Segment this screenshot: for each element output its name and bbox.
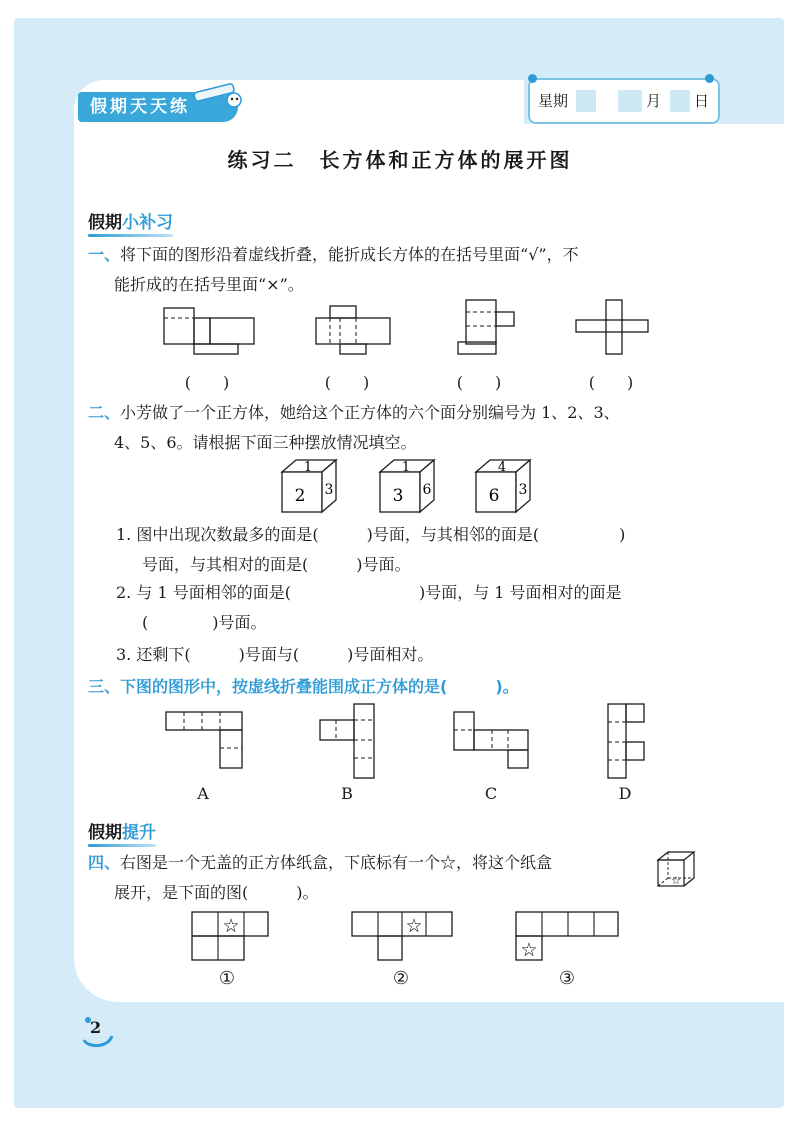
- option-label[interactable]: ③: [558, 968, 576, 989]
- header-tag: 假期天天练: [78, 92, 238, 122]
- pin-icon: [528, 74, 537, 83]
- cube-2: [376, 458, 442, 516]
- option-label[interactable]: ②: [392, 968, 410, 989]
- page-number: 2: [90, 1018, 102, 1037]
- answer-blank[interactable]: ( ): [184, 373, 230, 392]
- option-d-net: [604, 700, 648, 780]
- q2-sub-1b: 号面，与其相对的面是( )号面。: [142, 555, 411, 574]
- answer-blank[interactable]: ( ): [324, 373, 370, 392]
- star-icon: ☆: [405, 915, 423, 937]
- answer-blank[interactable]: ( ): [588, 373, 634, 392]
- option-a-net: [162, 708, 246, 772]
- option-label[interactable]: D: [618, 784, 632, 803]
- cube-top-label: 1: [401, 460, 411, 475]
- pencil-mascot-icon: [190, 78, 244, 112]
- q2-sub-1a: 1. 图中出现次数最多的面是( )号面，与其相邻的面是( ): [116, 525, 626, 544]
- answer-net-1: [188, 908, 272, 964]
- cube-top-label: 1: [303, 460, 313, 475]
- open-box-icon: [654, 848, 698, 890]
- question-2: 二、小芳做了一个正方体，她给这个正方体的六个面分别编号为 1、2、3、 4、5、6。请根据下面三种摆放情况填空。: [88, 403, 620, 452]
- option-label[interactable]: C: [484, 784, 498, 803]
- option-label[interactable]: ①: [218, 968, 236, 989]
- option-b-net: [316, 700, 380, 780]
- net-figure-2: [312, 302, 392, 358]
- net-figure-1: [160, 302, 260, 358]
- question-3: 三、下图的图形中，按虚线折叠能围成正方体的是( )。: [88, 677, 519, 696]
- month-field[interactable]: [618, 90, 642, 112]
- section-heading: 假期提升: [88, 818, 156, 843]
- question-4: 四、右图是一个无盖的正方体纸盒，下底标有一个☆，将这个纸盒 展开，是下面的图( )。: [88, 853, 553, 902]
- answer-net-3: [512, 908, 622, 964]
- page-title: 练习二 长方体和正方体的展开图: [227, 148, 573, 172]
- cube-side-label: 3: [518, 482, 528, 498]
- day-label: 日: [694, 92, 710, 110]
- star-icon: ☆: [222, 915, 240, 937]
- cube-front-label: 3: [392, 486, 404, 506]
- pin-icon: [705, 74, 714, 83]
- cube-side-label: 6: [422, 482, 432, 498]
- answer-net-2: [348, 908, 456, 964]
- cube-side-label: 3: [324, 482, 334, 498]
- cube-front-label: 6: [488, 486, 500, 506]
- q2-sub-2a: 2. 与 1 号面相邻的面是( )号面，与 1 号面相对的面是: [116, 583, 622, 602]
- cube-1: [278, 458, 344, 516]
- net-figure-3: [454, 296, 520, 358]
- option-label[interactable]: A: [197, 784, 209, 803]
- net-figure-4: [572, 296, 652, 358]
- question-1: 一、将下面的图形沿着虚线折叠，能折成长方体的在括号里面“√”，不 能折成的在括号里面“×”。: [88, 245, 579, 294]
- option-label[interactable]: B: [341, 784, 353, 803]
- answer-blank[interactable]: ( ): [456, 373, 502, 392]
- svg-text:☆: ☆: [671, 874, 681, 887]
- date-box: [528, 78, 720, 124]
- month-label: 月: [646, 92, 662, 110]
- star-icon: ☆: [520, 939, 538, 961]
- q2-sub-3: 3. 还剩下( )号面与( )号面相对。: [116, 645, 434, 664]
- q2-sub-2b: ( )号面。: [142, 613, 267, 632]
- weekday-field[interactable]: [576, 90, 596, 112]
- day-field[interactable]: [670, 90, 690, 112]
- weekday-label: 星期: [538, 92, 569, 110]
- cube-front-label: 2: [294, 486, 306, 506]
- option-c-net: [450, 708, 534, 772]
- cube-3: [472, 458, 538, 516]
- cube-top-label: 4: [497, 460, 507, 475]
- section-heading: 假期小补习: [88, 208, 173, 233]
